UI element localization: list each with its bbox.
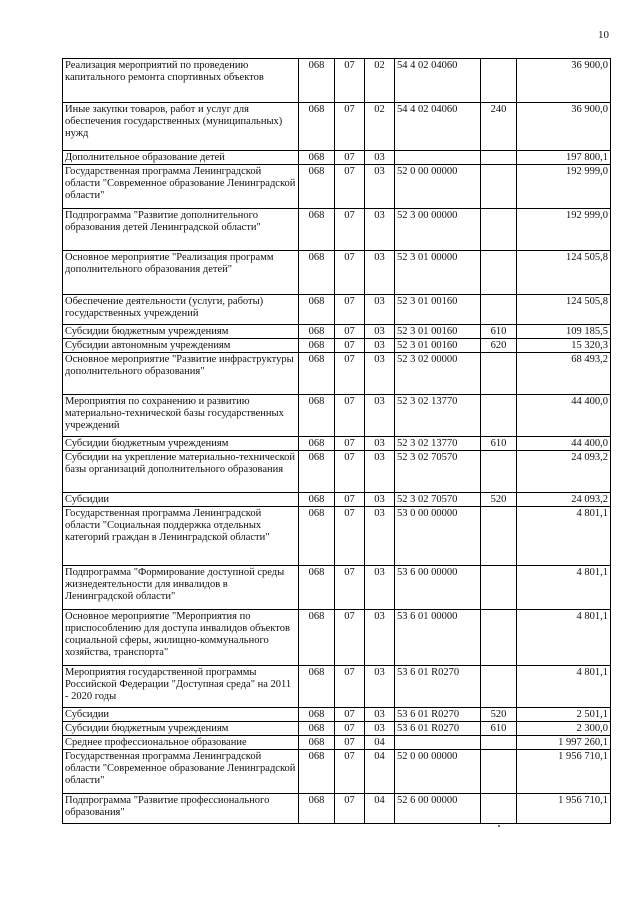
table-row <box>63 794 611 824</box>
row-name: Государственная программа Ленинградской области "Современное образование Ленинградской области" <box>63 165 299 209</box>
expense-type-code <box>481 750 517 794</box>
section-code: 07 <box>335 325 365 339</box>
ministry-code: 068 <box>299 610 335 666</box>
subsection-code: 03 <box>365 610 395 666</box>
subsection-code: 03 <box>365 451 395 493</box>
page-number: 10 <box>598 29 609 41</box>
amount: 15 320,3 <box>517 339 611 353</box>
subsection-code: 03 <box>365 251 395 295</box>
target-article-code: 52 3 02 70570 <box>395 451 481 493</box>
subsection-code: 03 <box>365 708 395 722</box>
ministry-code: 068 <box>299 666 335 708</box>
expense-type-code: 520 <box>481 493 517 507</box>
ministry-code: 068 <box>299 59 335 103</box>
row-name: Субсидии <box>63 493 299 507</box>
subsection-code: 02 <box>365 103 395 151</box>
ministry-code: 068 <box>299 209 335 251</box>
section-code: 07 <box>335 437 365 451</box>
target-article-code: 53 0 00 00000 <box>395 507 481 566</box>
ministry-code: 068 <box>299 295 335 325</box>
ministry-code: 068 <box>299 493 335 507</box>
section-code: 07 <box>335 103 365 151</box>
section-code: 07 <box>335 736 365 750</box>
table-row <box>63 736 611 750</box>
section-code: 07 <box>335 353 365 395</box>
section-code: 07 <box>335 151 365 165</box>
section-code: 07 <box>335 750 365 794</box>
table-row <box>63 395 611 437</box>
ministry-code: 068 <box>299 165 335 209</box>
subsection-code: 03 <box>365 666 395 708</box>
ministry-code: 068 <box>299 722 335 736</box>
target-article-code <box>395 151 481 165</box>
subsection-code: 03 <box>365 722 395 736</box>
section-code: 07 <box>335 395 365 437</box>
table-row <box>63 566 611 610</box>
target-article-code: 52 3 02 00000 <box>395 353 481 395</box>
section-code: 07 <box>335 794 365 824</box>
row-name: Субсидии бюджетным учреждениям <box>63 325 299 339</box>
table-row <box>63 507 611 566</box>
subsection-code: 03 <box>365 325 395 339</box>
ministry-code: 068 <box>299 395 335 437</box>
expense-type-code <box>481 610 517 666</box>
expense-type-code <box>481 666 517 708</box>
section-code: 07 <box>335 666 365 708</box>
ministry-code: 068 <box>299 451 335 493</box>
expense-type-code <box>481 566 517 610</box>
target-article-code: 52 3 01 00160 <box>395 295 481 325</box>
expense-type-code: 610 <box>481 325 517 339</box>
section-code: 07 <box>335 209 365 251</box>
section-code: 07 <box>335 251 365 295</box>
expense-type-code <box>481 165 517 209</box>
table-row <box>63 493 611 507</box>
target-article-code: 54 4 02 04060 <box>395 59 481 103</box>
section-code: 07 <box>335 165 365 209</box>
amount: 1 956 710,1 <box>517 750 611 794</box>
table-row <box>63 325 611 339</box>
section-code: 07 <box>335 59 365 103</box>
table-row <box>63 103 611 151</box>
section-code: 07 <box>335 451 365 493</box>
target-article-code: 52 3 02 13770 <box>395 395 481 437</box>
amount: 36 900,0 <box>517 103 611 151</box>
section-code: 07 <box>335 339 365 353</box>
target-article-code <box>395 736 481 750</box>
target-article-code: 53 6 00 00000 <box>395 566 481 610</box>
ministry-code: 068 <box>299 566 335 610</box>
table-row <box>63 209 611 251</box>
amount: 4 801,1 <box>517 610 611 666</box>
ministry-code: 068 <box>299 151 335 165</box>
section-code: 07 <box>335 610 365 666</box>
expense-type-code: 610 <box>481 437 517 451</box>
subsection-code: 03 <box>365 209 395 251</box>
expense-type-code: 620 <box>481 339 517 353</box>
table-row <box>63 722 611 736</box>
amount: 44 400,0 <box>517 437 611 451</box>
amount: 1 956 710,1 <box>517 794 611 824</box>
expense-type-code: 240 <box>481 103 517 151</box>
target-article-code: 52 3 02 13770 <box>395 437 481 451</box>
table-row <box>63 251 611 295</box>
subsection-code: 03 <box>365 566 395 610</box>
row-name: Государственная программа Ленинградской области "Современное образование Ленинградской области" <box>63 750 299 794</box>
row-name: Среднее профессиональное образование <box>63 736 299 750</box>
subsection-code: 03 <box>365 493 395 507</box>
amount: 2 300,0 <box>517 722 611 736</box>
row-name: Субсидии бюджетным учреждениям <box>63 437 299 451</box>
ministry-code: 068 <box>299 325 335 339</box>
subsection-code: 03 <box>365 395 395 437</box>
amount: 44 400,0 <box>517 395 611 437</box>
row-name: Государственная программа Ленинградской области "Социальная поддержка отдельных категорий граждан в Ленинградской области" <box>63 507 299 566</box>
row-name: Основное мероприятие "Мероприятия по приспособлению для доступа инвалидов объектов социальной сферы, жилищно-коммунального хозяйства, транспорта" <box>63 610 299 666</box>
target-article-code: 52 3 01 00000 <box>395 251 481 295</box>
target-article-code: 52 3 01 00160 <box>395 339 481 353</box>
expense-type-code: 520 <box>481 708 517 722</box>
subsection-code: 03 <box>365 507 395 566</box>
expense-type-code <box>481 794 517 824</box>
target-article-code: 52 6 00 00000 <box>395 794 481 824</box>
row-name: Мероприятия государственной программы Российской Федерации "Доступная среда" на 2011 - 2020 годы <box>63 666 299 708</box>
row-name: Подпрограмма "Развитие профессионального образования" <box>63 794 299 824</box>
table-row <box>63 151 611 165</box>
expense-type-code <box>481 295 517 325</box>
ministry-code: 068 <box>299 507 335 566</box>
subsection-code: 04 <box>365 794 395 824</box>
row-name: Субсидии на укрепление материально-технической базы организаций дополнительного образования <box>63 451 299 493</box>
table-row <box>63 708 611 722</box>
table-row <box>63 750 611 794</box>
row-name: Обеспечение деятельности (услуги, работы) государственных учреждений <box>63 295 299 325</box>
amount: 124 505,8 <box>517 251 611 295</box>
target-article-code: 54 4 02 04060 <box>395 103 481 151</box>
scan-speck <box>498 825 500 827</box>
section-code: 07 <box>335 708 365 722</box>
budget-table <box>62 58 611 824</box>
section-code: 07 <box>335 507 365 566</box>
ministry-code: 068 <box>299 353 335 395</box>
section-code: 07 <box>335 722 365 736</box>
amount: 4 801,1 <box>517 566 611 610</box>
amount: 2 501,1 <box>517 708 611 722</box>
target-article-code: 53 6 01 00000 <box>395 610 481 666</box>
subsection-code: 03 <box>365 165 395 209</box>
amount: 1 997 260,1 <box>517 736 611 750</box>
target-article-code: 52 0 00 00000 <box>395 165 481 209</box>
subsection-code: 03 <box>365 437 395 451</box>
table-row <box>63 353 611 395</box>
target-article-code: 52 3 01 00160 <box>395 325 481 339</box>
subsection-code: 03 <box>365 151 395 165</box>
expense-type-code: 610 <box>481 722 517 736</box>
ministry-code: 068 <box>299 339 335 353</box>
ministry-code: 068 <box>299 251 335 295</box>
expense-type-code <box>481 353 517 395</box>
amount: 36 900,0 <box>517 59 611 103</box>
expense-type-code <box>481 251 517 295</box>
subsection-code: 03 <box>365 353 395 395</box>
target-article-code: 52 3 00 00000 <box>395 209 481 251</box>
target-article-code: 53 6 01 R0270 <box>395 722 481 736</box>
subsection-code: 03 <box>365 295 395 325</box>
target-article-code: 52 0 00 00000 <box>395 750 481 794</box>
row-name: Подпрограмма "Развитие дополнительного образования детей Ленинградской области" <box>63 209 299 251</box>
expense-type-code <box>481 209 517 251</box>
amount: 4 801,1 <box>517 507 611 566</box>
expense-type-code <box>481 736 517 750</box>
ministry-code: 068 <box>299 103 335 151</box>
amount: 24 093,2 <box>517 493 611 507</box>
amount: 192 999,0 <box>517 165 611 209</box>
expense-type-code <box>481 151 517 165</box>
amount: 197 800,1 <box>517 151 611 165</box>
table-row <box>63 295 611 325</box>
expense-type-code <box>481 507 517 566</box>
table-row <box>63 165 611 209</box>
target-article-code: 52 3 02 70570 <box>395 493 481 507</box>
target-article-code: 53 6 01 R0270 <box>395 666 481 708</box>
table-row <box>63 666 611 708</box>
table-row <box>63 610 611 666</box>
amount: 109 185,5 <box>517 325 611 339</box>
ministry-code: 068 <box>299 736 335 750</box>
subsection-code: 04 <box>365 750 395 794</box>
amount: 192 999,0 <box>517 209 611 251</box>
row-name: Основное мероприятие "Реализация программ дополнительного образования детей" <box>63 251 299 295</box>
ministry-code: 068 <box>299 750 335 794</box>
row-name: Субсидии <box>63 708 299 722</box>
row-name: Субсидии бюджетным учреждениям <box>63 722 299 736</box>
subsection-code: 02 <box>365 59 395 103</box>
table-row <box>63 437 611 451</box>
subsection-code: 04 <box>365 736 395 750</box>
amount: 124 505,8 <box>517 295 611 325</box>
section-code: 07 <box>335 295 365 325</box>
row-name: Иные закупки товаров, работ и услуг для обеспечения государственных (муниципальных) нужд <box>63 103 299 151</box>
section-code: 07 <box>335 493 365 507</box>
amount: 68 493,2 <box>517 353 611 395</box>
row-name: Мероприятия по сохранению и развитию материально-технической базы государственных учреждений <box>63 395 299 437</box>
row-name: Реализация мероприятий по проведению капитального ремонта спортивных объектов <box>63 59 299 103</box>
row-name: Основное мероприятие "Развитие инфраструктуры дополнительного образования" <box>63 353 299 395</box>
expense-type-code <box>481 451 517 493</box>
ministry-code: 068 <box>299 708 335 722</box>
ministry-code: 068 <box>299 437 335 451</box>
expense-type-code <box>481 395 517 437</box>
subsection-code: 03 <box>365 339 395 353</box>
amount: 24 093,2 <box>517 451 611 493</box>
row-name: Подпрограмма "Формирование доступной среды жизнедеятельности для инвалидов в Ленинградской области" <box>63 566 299 610</box>
expense-type-code <box>481 59 517 103</box>
table-row <box>63 339 611 353</box>
target-article-code: 53 6 01 R0270 <box>395 708 481 722</box>
section-code: 07 <box>335 566 365 610</box>
table-row <box>63 59 611 103</box>
amount: 4 801,1 <box>517 666 611 708</box>
table-row <box>63 451 611 493</box>
ministry-code: 068 <box>299 794 335 824</box>
row-name: Дополнительное образование детей <box>63 151 299 165</box>
row-name: Субсидии автономным учреждениям <box>63 339 299 353</box>
